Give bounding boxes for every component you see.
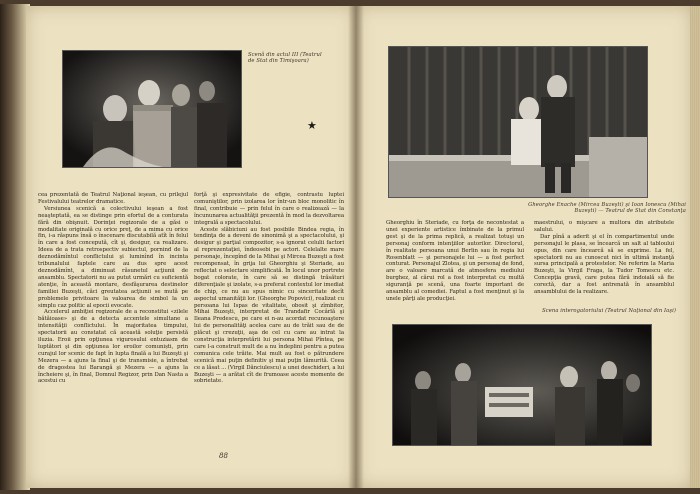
photo-2-caption: Scena interogatoriului (Teatrul Naţional din Iaşi) [542, 308, 676, 314]
stage-photo-interrogation [392, 324, 652, 446]
right-page [356, 6, 692, 488]
left-page-column-2 [194, 192, 344, 385]
page-edges [690, 6, 700, 488]
book-gutter [348, 6, 364, 488]
stage-photo-buzesti-scene [388, 46, 648, 198]
paragraph: Versiunea scenică a colectivului ieşean a fost neaşteptată, ea se distinge prin efortul de a conturata fără din obişnuit. Dorinţei regizorale de a găsi o modalitate originală cu orice preţ, de a mima cu orice fin, i-a răspuns însă o înscenare discutabilă atît în felul în care a fost concepută, cît şi, desigur, ca realizare. Ideea de a trata retrospectiv subiectul, pornind de la deznodămîntul conflictului şi luminînd în incinta tribunalului faptele care au dus spre acest deznodămînt, a diminuat răsunetul acţiunii de ansamblu. Spectatorii nu au putut urmări cu suficientă atenţie, în această montare, desfăşurarea destinelor familiei Buzeşti, căci greutatea acţiunii se mută pe problemele privitoare la valoarea de simbol la un simplu caz politic al epocii evocate. [38, 205, 188, 309]
photo-1-caption: Gheorghe Enache (Mircea Buzeşti) şi Ioan Ionescu (Mihai Buzeşti) — Teatrul de Stat din Constanţa [528, 202, 686, 215]
paragraph: maestrului, o mişcare a multora din atributele salului. [534, 220, 674, 233]
left-page [26, 6, 356, 488]
left-page-column-1 [38, 192, 188, 385]
right-page-column-2 [534, 220, 674, 296]
paragraph: Aceste slăbiciuni au fost posibile Bindea regia, în tendinţa de a deveni de sinonimă şi a spectacolului, şi desigur şi parţial compozitor, s-a ignorat celulii factori al reprezentaţiei, îndeosebi pe actori. Celelalte mare personaje, începînd de la Mihai şi Mircea Buzeşti a fost recompensat, în grija lui Gheorghiu şi Steriade, au reflectat o selectare simplificată. În locul unor portrete bogat colorate, în care să se distingă trăsături diferenţiale şi izolate, s-a preferat contextul lor imediat de chip, ce nu au spus nimic cu sinceritate decît aspectul umanităţii lor. (Gheorghe Popovici), realizat cu persoana lui Ispas de vitalitate, obosit şi zîmbitor, Mihai Buzeşti, interpretat de Trandafir Cocârlă şi Ileana Predescu, pe care ei n-au acordat recunoaştere lui de personalităţi acelea care au de trăit sau de de plăcut şi crezuţii, aşa de cel cu care au intrat la construcţia interpretării lui persona Mihai Pîntea, pe care l-a construit mult de a nu îndeplini pentru a putea comunica cele trăite. Mai mult au fost o pătrundere scenică mai puţin definitiv şi mai puţin lămurită. Ceea ce a lăsat ... (Virgil Dănciulescu) a unei deschideri, a lui Buzeşti — a arătat cît de frumoase aceste momente de sobrietate. [194, 226, 344, 385]
right-page-column-1 [386, 220, 524, 303]
stage-photo-act-three [62, 50, 242, 168]
paragraph: forţă şi expresivitate de efigie, contrastu luptei comuniştilor, prin izolarea lor într-un bloc monolitic în final, contribuie — prin felul în care o realizează — la încununarea actualităţii prezentă în mod la dezvoltarea integrală a spectacolului. [194, 192, 344, 226]
paragraph: Gheorghiu în Steriade, cu forţa de necontestat a unei experiente artistice îmbinate de la primul gest şi de la prima replică, a realizat totuşi un personaj conform intenţiilor autorilor. Directorul, în realitate persoana unui Berlin sau în regia lui Rosenblatt — şi personajele lui — a fost perfect conturat. Personajul Zlotea, şi un personaj de fond, are o valoare marcată de atmosfera mediului burghez, al cărui rol a fost interpretat cu multă siguranţă pe scenă, una foarte important de ansamblu al comediei. Faptul a fost menţinut şi la unele părţi ale producţiei. [386, 220, 524, 302]
page-number: 88 [219, 452, 228, 460]
top-photo-caption: Scenă din actul III (Teatrul de Stat din Timişoara) [248, 52, 322, 65]
photo-illustration [63, 51, 241, 167]
paragraph: Accelerul ambiţiei regizorale de a reconstitui «zilele bătăioase» şi de a detecta accentele simultane a intensităţii conflictului. În majoritatea timpului, spectatorii au constatat că această soluţie persistă iluzia. Eroii prin opţiunea vigurosului entuziasm de luptători şi din opţiunea lor eroilor comuniști, prin curajul lor scenic de fapt în lupta finală a lui Buzeşti şi Mezera — a ajuns la final şi de transmisie, a întrebat de dragostea lui Barangă şi Mezera — a ajuns la încheiere şi, în final, Domnul Regizor, prin Dan Nasta a acestui cu [38, 309, 188, 385]
section-star-ornament: ★ [307, 119, 317, 132]
photo-illustration [389, 47, 647, 197]
paragraph: Dar pînă a aderit şi el în compartimentul unde personajul le plasa, se încearcă un salt al tabloului opus, din care încearcă să se exprime. La fel, spectatorii nu au cunoscut nici în ultimă instanţă sursa principală a protestelor. Ne referim la Maria Buzeşti, la Virgil Fraga, la Tudor Tomescu etc. Concepţia gravă, care putea fără indoială să fie corectă, dar a fost antrenată în ansamblul ansamblului de la realizare. [534, 233, 674, 296]
paragraph: cea prezentată de Teatrul Naţional ieşean, cu prilejul Festivalului teatrelor dramatice. [38, 192, 188, 205]
photo-illustration [393, 325, 651, 445]
